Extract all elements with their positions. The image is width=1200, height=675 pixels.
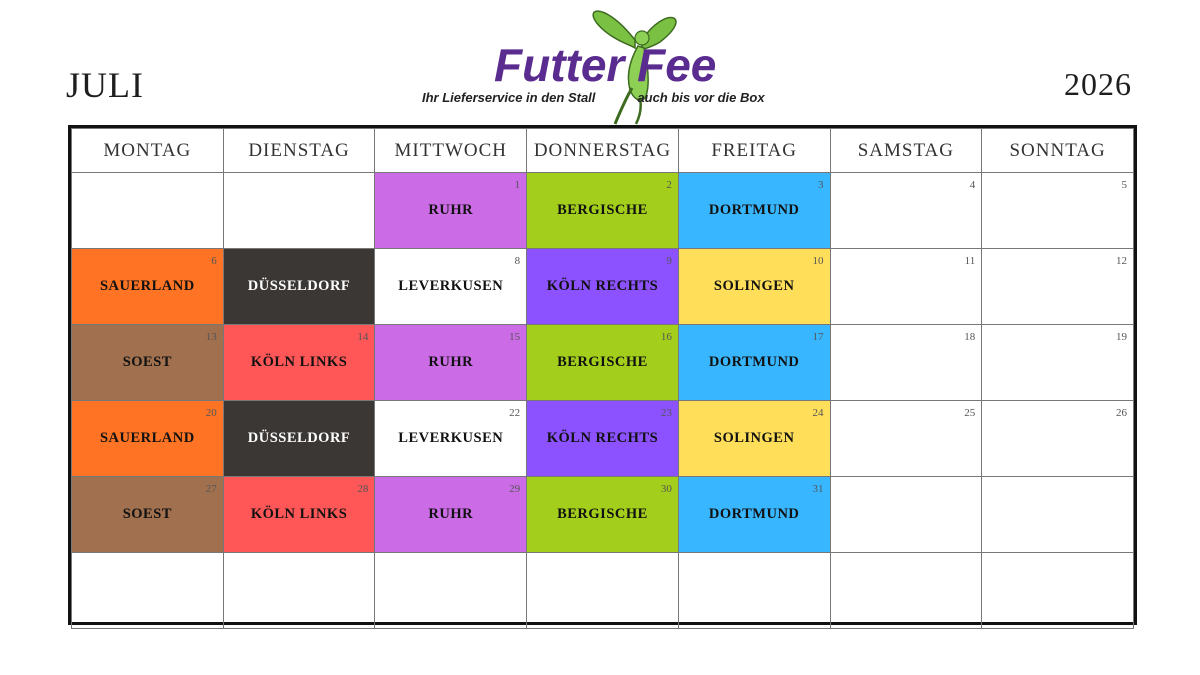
- week-row: [72, 249, 1134, 325]
- day-cell: [375, 477, 527, 553]
- day-number: 11: [964, 255, 976, 267]
- day-number: 17: [812, 331, 824, 343]
- year-title: 2026: [1064, 66, 1132, 102]
- day-cell: [72, 325, 224, 401]
- day-cell: [375, 553, 527, 629]
- brand-tagline: [422, 90, 765, 105]
- route-label: SAUERLAND: [99, 278, 195, 294]
- day-cell: [678, 249, 830, 325]
- route-label: [224, 173, 375, 248]
- route-label: DORTMUND: [708, 354, 800, 370]
- day-cell: [830, 325, 982, 401]
- day-cell: [375, 401, 527, 477]
- day-number: 13: [205, 331, 217, 343]
- route-label: [982, 553, 1133, 628]
- day-number: 2: [666, 179, 672, 191]
- route-label: [72, 173, 223, 248]
- route-label: RUHR: [428, 354, 474, 370]
- day-number: 14: [357, 331, 369, 343]
- day-number: 19: [1116, 331, 1127, 343]
- route-label: LEVERKUSEN: [398, 430, 504, 446]
- day-number: 30: [660, 483, 672, 495]
- day-cell: [527, 477, 679, 553]
- route-label: BERGISCHE: [557, 354, 648, 370]
- day-cell: [223, 553, 375, 629]
- day-cell: [678, 401, 830, 477]
- day-number: 6: [211, 255, 217, 267]
- weekday-header-row: [72, 129, 1134, 173]
- route-label: SOLINGEN: [713, 278, 795, 294]
- week-row: [72, 477, 1134, 553]
- week-row: [72, 173, 1134, 249]
- day-cell: [830, 249, 982, 325]
- route-label: DORTMUND: [708, 506, 800, 522]
- route-label: LEVERKUSEN: [398, 278, 504, 294]
- day-cell: [527, 553, 679, 629]
- day-cell: [527, 249, 679, 325]
- day-number: 20: [205, 407, 217, 419]
- day-number: 16: [660, 331, 672, 343]
- day-cell: [223, 173, 375, 249]
- week-row: [72, 401, 1134, 477]
- route-label: KÖLN RECHTS: [546, 278, 659, 294]
- route-label: [224, 553, 375, 628]
- day-cell: [527, 325, 679, 401]
- day-cell: [678, 325, 830, 401]
- route-label: SOLINGEN: [713, 430, 795, 446]
- day-cell: [223, 325, 375, 401]
- day-cell: [72, 173, 224, 249]
- day-cell: [527, 173, 679, 249]
- route-label: RUHR: [428, 506, 474, 522]
- weekday-header: DIENSTAG: [223, 129, 375, 173]
- route-label: SOEST: [122, 354, 172, 370]
- day-cell: [678, 553, 830, 629]
- futterfee-logo: [420, 0, 790, 125]
- route-label: BERGISCHE: [557, 506, 648, 522]
- day-number: 9: [666, 255, 672, 267]
- day-cell: [375, 249, 527, 325]
- day-cell: [830, 401, 982, 477]
- day-number: 10: [812, 255, 824, 267]
- route-label: [375, 553, 526, 628]
- day-cell: [72, 553, 224, 629]
- day-number: 8: [514, 255, 521, 267]
- day-cell: [678, 477, 830, 553]
- day-cell: [223, 249, 375, 325]
- day-number: 23: [660, 407, 672, 419]
- route-label: [527, 553, 678, 628]
- route-label: DORTMUND: [708, 202, 800, 218]
- month-title: JULI: [66, 65, 144, 105]
- day-number: 18: [964, 331, 976, 343]
- route-label: KÖLN LINKS: [250, 354, 348, 370]
- day-number: 27: [205, 483, 217, 495]
- route-label: [831, 401, 982, 476]
- calendar-table: [71, 128, 1134, 629]
- route-label: [982, 249, 1133, 324]
- day-cell: [982, 553, 1134, 629]
- route-label: [831, 173, 982, 248]
- route-label: [982, 325, 1133, 400]
- day-number: 31: [812, 483, 824, 495]
- brand-name: Futter Fee: [494, 39, 717, 91]
- route-label: KÖLN RECHTS: [546, 430, 659, 446]
- route-label: [831, 477, 982, 552]
- day-cell: [982, 173, 1134, 249]
- day-cell: [982, 401, 1134, 477]
- weekday-header: MONTAG: [72, 129, 224, 173]
- week-row: [72, 553, 1134, 629]
- day-number: 25: [964, 407, 976, 419]
- day-number: 3: [818, 179, 824, 191]
- day-number: 4: [969, 179, 976, 191]
- day-number: 15: [509, 331, 521, 343]
- route-label: KÖLN LINKS: [250, 506, 348, 522]
- route-label: [72, 553, 223, 628]
- day-cell: [982, 325, 1134, 401]
- week-row: [72, 325, 1134, 401]
- route-label: [679, 553, 830, 628]
- route-label: [831, 249, 982, 324]
- calendar-grid: [68, 125, 1137, 625]
- route-label: SAUERLAND: [99, 430, 195, 446]
- route-label: [982, 401, 1133, 476]
- day-cell: [72, 249, 224, 325]
- day-cell: [830, 173, 982, 249]
- day-cell: [72, 477, 224, 553]
- day-cell: [375, 173, 527, 249]
- tagline-right: auch bis vor die Box: [637, 90, 765, 105]
- route-label: [831, 553, 982, 628]
- day-number: 29: [509, 483, 521, 495]
- day-cell: [678, 173, 830, 249]
- route-label: [831, 325, 982, 400]
- day-cell: [830, 553, 982, 629]
- day-cell: [982, 477, 1134, 553]
- day-cell: [223, 401, 375, 477]
- weekday-header: DONNERSTAG: [527, 129, 679, 173]
- day-number: 26: [1116, 407, 1127, 419]
- day-number: 24: [812, 407, 824, 419]
- day-number: 22: [509, 407, 521, 419]
- day-number: 28: [357, 483, 369, 495]
- route-label: [982, 173, 1133, 248]
- day-cell: [527, 401, 679, 477]
- day-cell: [375, 325, 527, 401]
- day-number: 1: [514, 179, 521, 191]
- route-label: [982, 477, 1133, 552]
- day-number: 12: [1116, 255, 1127, 267]
- weekday-header: FREITAG: [678, 129, 830, 173]
- route-label: DÜSSELDORF: [247, 430, 351, 446]
- route-label: BERGISCHE: [557, 202, 648, 218]
- day-cell: [223, 477, 375, 553]
- day-number: 5: [1121, 179, 1127, 191]
- route-label: SOEST: [122, 506, 172, 522]
- weekday-header: SONNTAG: [982, 129, 1134, 173]
- day-cell: [830, 477, 982, 553]
- weekday-header: SAMSTAG: [830, 129, 982, 173]
- tagline-left: Ihr Lieferservice in den Stall: [422, 90, 596, 105]
- weekday-header: MITTWOCH: [375, 129, 527, 173]
- route-label: RUHR: [428, 202, 474, 218]
- day-cell: [982, 249, 1134, 325]
- route-label: DÜSSELDORF: [247, 278, 351, 294]
- day-cell: [72, 401, 224, 477]
